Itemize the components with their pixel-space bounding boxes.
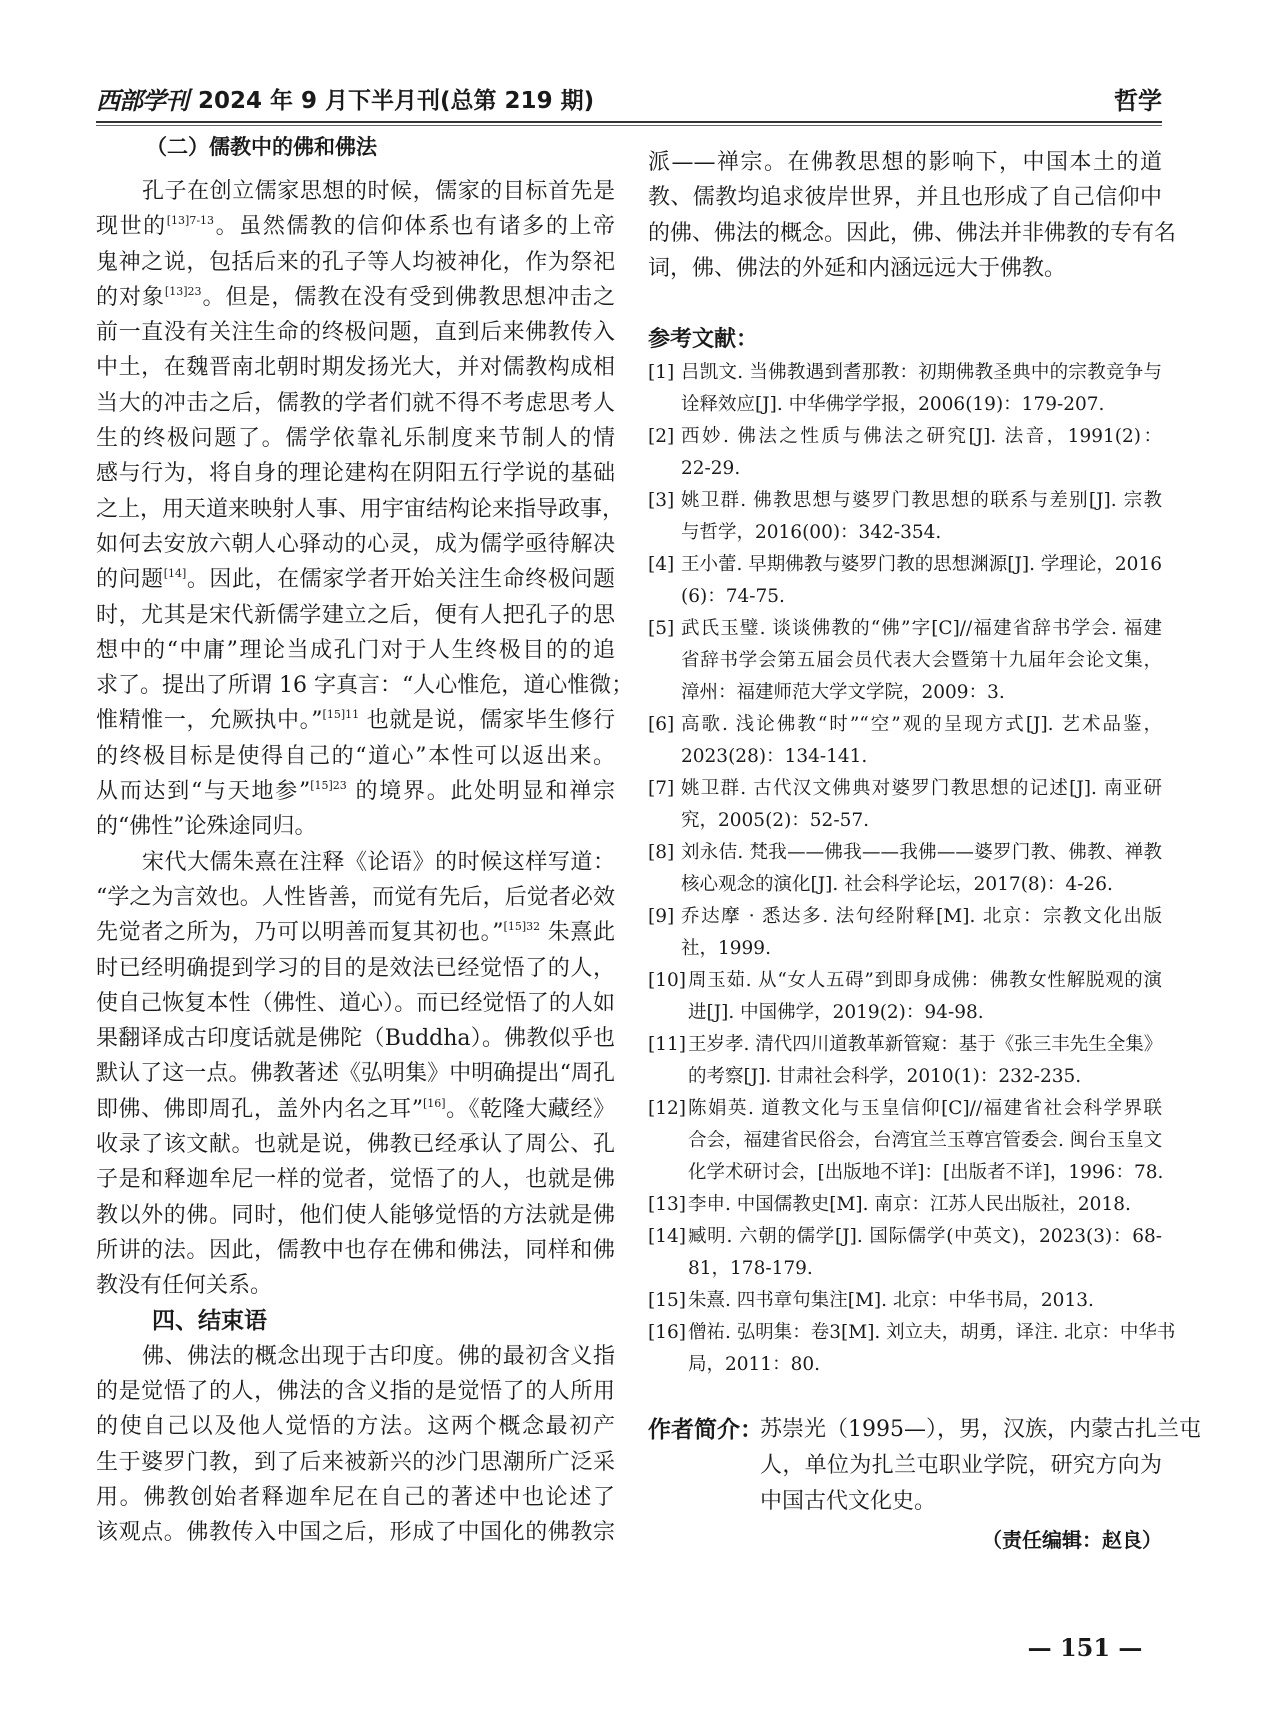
text-line: 从而达到“与天地参”$^{[15]23}$ 的境界。此处明显和禅宗 [96, 779, 615, 805]
reference-label: [14] [648, 1226, 686, 1247]
reference-line: 王岁孝. 清代四川道教革新管窥：基于《张三丰先生全集》 [688, 1034, 1163, 1055]
reference-label: [3] [648, 490, 675, 511]
reference-item [648, 421, 1162, 485]
reference-line: 诠释效应[J]. 中华佛学学报，2006(19)：179-207. [681, 394, 1105, 415]
reference-label: [13] [648, 1194, 686, 1215]
reference-item [648, 1029, 1162, 1093]
reference-line: 22-29. [681, 458, 741, 479]
reference-label: [1] [648, 362, 675, 383]
reference-label: [7] [648, 778, 675, 799]
text-line: 默认了这一点。佛教著述《弘明集》中明确提出“周孔 [96, 1061, 615, 1087]
journal-logo: 西部学刊 [96, 86, 188, 115]
reference-label: [5] [648, 618, 675, 639]
text-line: 的对象$^{[13]23}$。但是，儒教在没有受到佛教思想冲击之 [96, 284, 615, 310]
citation: [15]11 [322, 708, 360, 722]
text-line: 教、儒教均追求彼岸世界，并且也形成了自己信仰中 [648, 185, 1162, 211]
text-line: 词，佛、佛法的外延和内涵远远大于佛教。 [648, 255, 1067, 281]
citation: [14] [163, 567, 187, 581]
reference-item [648, 837, 1162, 901]
text-line: 中土，在魏晋南北朝时期发扬光大，并对儒教构成相 [96, 355, 615, 381]
text-line: 鬼神之说，包括后来的孔子等人均被神化，作为祭祀 [96, 249, 615, 275]
reference-line: 朱熹. 四书章句集注[M]. 北京：中华书局，2013. [688, 1290, 1094, 1311]
reference-item [648, 1221, 1162, 1285]
reference-line: 乔达摩 · 悉达多. 法句经附释[M]. 北京：宗教文化出版 [681, 906, 1162, 927]
text-line: 感与行为，将自身的理论建构在阴阳五行学说的基础 [96, 461, 615, 487]
citation: [15]23 [310, 779, 347, 793]
issue-info: 2024 年 9 月下半月刊(总第 219 期) [198, 88, 595, 114]
reference-line: 姚卫群. 古代汉文佛典对婆罗门教思想的记述[J]. 南亚研 [681, 778, 1162, 799]
reference-label: [6] [648, 714, 675, 735]
text-line: 当大的冲击之后，儒教的学者们就不得不考虑思考人 [96, 390, 615, 416]
reference-line: 刘永佶. 梵我——佛我——我佛——婆罗门教、佛教、禅教 [681, 842, 1162, 863]
text-line: 惟精惟一，允厥执中。”$^{[15]11}$ 也就是说，儒家毕生修行 [96, 708, 616, 734]
text-line: 的是觉悟了的人，佛法的含义指的是觉悟了的人所用 [96, 1379, 615, 1405]
reference-line: 社，1999. [681, 938, 771, 959]
citation: [13]7-13 [166, 214, 215, 228]
citation: [13]23 [164, 284, 202, 298]
reference-item [648, 1317, 1176, 1381]
section-label: 哲学 [1114, 87, 1162, 115]
reference-line: 2023(28)：134-141. [681, 746, 868, 767]
reference-label: [10] [648, 970, 686, 991]
reference-item [648, 613, 1162, 709]
text-line: 现世的$^{[13]7-13}$。虽然儒教的信仰体系也有诸多的上帝 [96, 214, 615, 240]
text-line: 的问题[14]。因此，在儒家学者开始关注生命终极问题 [96, 567, 615, 593]
header-rule-thin [96, 125, 1162, 126]
reference-line: 臧明. 六朝的儒学[J]. 国际儒学(中英文)，2023(3)：68- [688, 1226, 1162, 1247]
text-line: 使自己恢复本性（佛性、道心）。而已经觉悟了的人如 [96, 990, 615, 1016]
text-line: 孔子在创立儒家思想的时候，儒家的目标首先是 [142, 179, 615, 204]
reference-line: 进[J]. 中国佛学，2019(2)：94-98. [688, 1002, 984, 1023]
author-bio-line: 人，单位为扎兰屯职业学院，研究方向为 [760, 1453, 1162, 1478]
reference-label: [11] [648, 1034, 686, 1055]
reference-item [648, 1285, 1162, 1317]
reference-line: (6)：74-75. [681, 586, 785, 607]
reference-line: 的考察[J]. 甘肃社会科学，2010(1)：232-235. [688, 1066, 1082, 1087]
paragraph [96, 845, 615, 1304]
citation: [15]32 [503, 920, 541, 934]
responsible-editor: （责任编辑：赵良） [982, 1528, 1162, 1552]
references-list [648, 357, 1176, 1381]
text-line: 生于婆罗门教，到了后来被新兴的沙门思潮所广泛采 [96, 1449, 615, 1475]
left-column [96, 129, 634, 1551]
reference-item [648, 965, 1162, 1029]
text-line: 前一直没有关注生命的终极问题，直到后来佛教传入 [96, 320, 615, 346]
reference-line: 与哲学，2016(00)：342-354. [681, 522, 942, 543]
reference-item [648, 1189, 1162, 1221]
text-line: 如何去安放六朝人心驿动的心灵，成为儒学亟待解决 [96, 531, 615, 557]
reference-line: 化学术研讨会，[出版地不详]：[出版者不详]，1996：78. [688, 1162, 1164, 1183]
reference-label: [8] [648, 842, 675, 863]
text-line: 生的终极问题了。儒学依靠礼乐制度来节制人的情 [96, 426, 615, 452]
text-line: 子是和释迦牟尼一样的觉者，觉悟了的人，也就是佛 [96, 1167, 615, 1193]
citation: [16] [422, 1096, 446, 1110]
text-line: 时，尤其是宋代新儒学建立之后，便有人把孔子的思 [96, 602, 615, 628]
text-line: 先觉者之所为，乃可以明善而复其初也。”$^{[15]32}$ 朱熹此 [96, 920, 616, 946]
reference-item [648, 357, 1162, 421]
reference-label: [4] [648, 554, 675, 575]
reference-label: [16] [648, 1322, 686, 1343]
reference-line: 高歌. 浅论佛教“时”“空”观的呈现方式[J]. 艺术品鉴， [681, 714, 1162, 735]
header-rule [96, 121, 1162, 123]
text-line: 之上，用天道来映射人事、用宇宙结构论来指导政事， [96, 496, 625, 522]
reference-line: 核心观念的演化[J]. 社会科学论坛，2017(8)：4-26. [681, 874, 1113, 895]
paragraph [648, 145, 1177, 286]
text-line: 该观点。佛教传入中国之后，形成了中国化的佛教宗 [96, 1520, 615, 1546]
reference-item [648, 485, 1162, 549]
reference-line: 81，178-179. [688, 1258, 813, 1279]
text-line: 想中的“中庸”理论当成孔门对于人生终极目的的追 [96, 637, 615, 663]
reference-line: 省辞书学会第五届会员代表大会暨第十九届年会论文集， [681, 650, 1162, 671]
reference-label: [15] [648, 1290, 686, 1311]
reference-line: 合会，福建省民俗会，台湾宜兰玉尊宫管委会. 闽台玉皇文 [688, 1130, 1163, 1151]
reference-line: 李申. 中国儒教史[M]. 南京：江苏人民出版社，2018. [688, 1194, 1131, 1215]
text-line: “学之为言效也。人性皆善，而觉有先后，后觉者必效 [96, 884, 615, 910]
reference-line: 周玉茹. 从“女人五碍”到即身成佛：佛教女性解脱观的演 [688, 970, 1162, 991]
reference-item [648, 773, 1162, 837]
section-heading: 四、结束语 [152, 1307, 267, 1334]
text-line: 佛、佛法的概念出现于古印度。佛的最初含义指 [142, 1343, 615, 1369]
reference-label: [12] [648, 1098, 686, 1119]
text-line: 的使自己以及他人觉悟的方法。这两个概念最初产 [96, 1414, 615, 1440]
text-line: 教没有任何关系。 [96, 1273, 273, 1299]
text-line: 收录了该文献。也就是说，佛教已经承认了周公、孔 [96, 1132, 615, 1158]
paragraph [96, 174, 634, 845]
author-bio [648, 1412, 1201, 1520]
author-bio-label: 作者简介： [648, 1417, 763, 1443]
paragraph [96, 1339, 615, 1551]
text-line: 教以外的佛。同时，他们使人能够觉悟的方法就是佛 [96, 1202, 615, 1228]
reference-item [648, 549, 1162, 613]
reference-line: 吕凯文. 当佛教遇到耆那教：初期佛教圣典中的宗教竞争与 [681, 362, 1162, 383]
text-line: 用。佛教创始者释迦牟尼在自己的著述中也论述了 [96, 1484, 615, 1510]
text-line: 的终极目标是使得自己的“道心”本性可以返出来。 [96, 743, 615, 769]
page-number: — 151 — [1027, 1633, 1143, 1662]
text-line: 的“佛性”论殊途同归。 [96, 814, 317, 840]
author-bio-line: 中国古代文化史。 [760, 1489, 937, 1514]
text-line: 果翻译成古印度话就是佛陀（Buddha）。佛教似乎也 [96, 1026, 615, 1052]
right-column [648, 145, 1177, 286]
text-line: 宋代大儒朱熹在注释《论语》的时候这样写道： [142, 849, 615, 875]
reference-line: 西妙. 佛法之性质与佛法之研究[J]. 法音，1991(2)： [681, 426, 1162, 447]
reference-item [648, 709, 1162, 773]
reference-line: 姚卫群. 佛教思想与婆罗门教思想的联系与差别[J]. 宗教 [681, 490, 1162, 511]
reference-line: 武氏玉璧. 谈谈佛教的“佛”字[C]//福建省辞书学会. 福建 [681, 618, 1162, 639]
reference-line: 究，2005(2)：52-57. [681, 810, 869, 831]
text-line: 的佛、佛法的概念。因此，佛、佛法并非佛教的专有名 [648, 220, 1177, 246]
text-line: 所讲的法。因此，儒教中也存在佛和佛法，同样和佛 [96, 1237, 615, 1263]
reference-item [648, 1093, 1162, 1189]
reference-line: 漳州：福建师范大学文学院，2009：3. [681, 682, 1005, 703]
reference-item [648, 901, 1162, 965]
references-heading: 参考文献： [648, 327, 759, 352]
reference-line: 局，2011：80. [688, 1354, 821, 1375]
reference-line: 王小蕾. 早期佛教与婆罗门教的思想渊源[J]. 学理论，2016 [681, 554, 1162, 575]
reference-label: [9] [648, 906, 675, 927]
reference-label: [2] [648, 426, 675, 447]
text-line: 派——禅宗。在佛教思想的影响下，中国本土的道 [648, 150, 1162, 175]
reference-line: 陈娟英. 道教文化与玉皇信仰[C]//福建省社会科学界联 [688, 1098, 1162, 1119]
reference-line: 僧祐. 弘明集：卷3[M]. 刘立夫，胡勇，译注. 北京：中华书 [688, 1322, 1176, 1343]
text-line: 时已经明确提到学习的目的是效法已经觉悟了的人， [96, 955, 615, 981]
text-line: 求了。提出了所谓 16 字真言：“人心惟危，道心惟微； [96, 673, 634, 699]
text-line: 即佛、佛即周孔，盖外内名之耳”[16]。《乾隆大藏经》 [96, 1096, 615, 1122]
author-bio-line: 苏崇光（1995—），男，汉族，内蒙古扎兰屯 [760, 1417, 1201, 1442]
subsection-heading: （二）儒教中的佛和佛法 [146, 135, 377, 159]
